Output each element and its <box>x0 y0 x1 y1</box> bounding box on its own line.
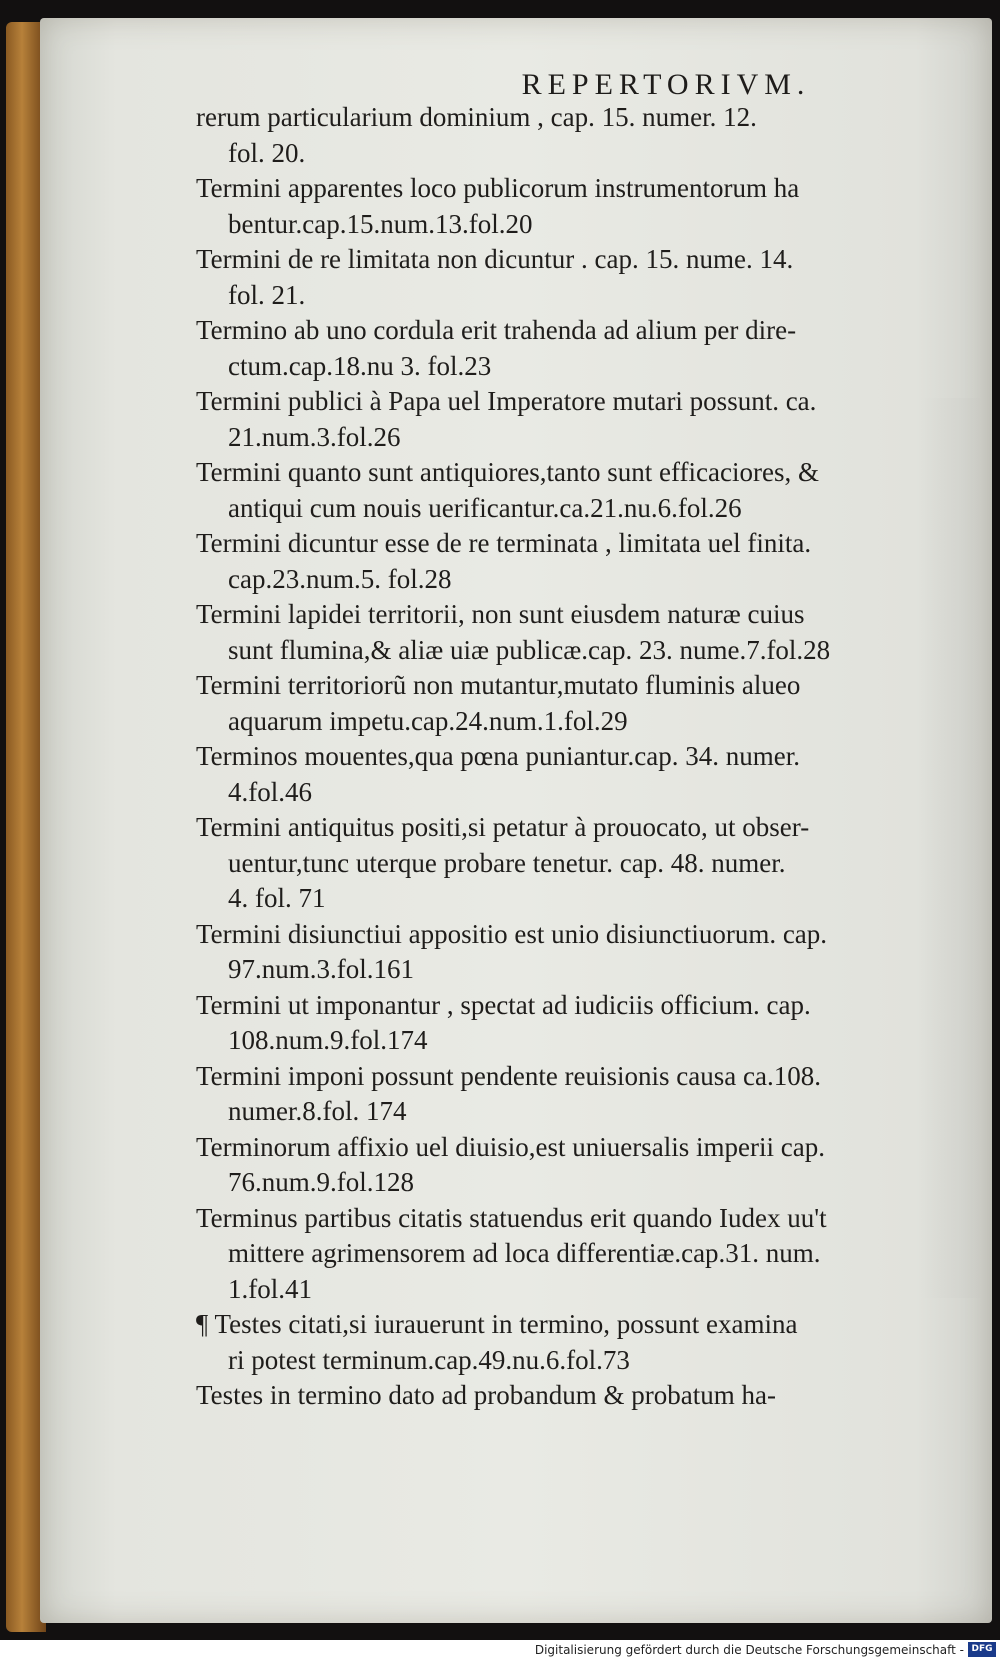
index-entry <box>196 384 936 455</box>
entry-heading-line: Termini quanto sunt antiquiores,tanto sunt efficaciores, & <box>196 457 819 487</box>
entry-heading-line: Terminus partibus citatis statuendus erit quando Iudex uu't <box>196 1202 827 1233</box>
index-entry <box>196 739 936 810</box>
entry-heading-line: Termini imponi possunt pendente reuisionis causa ca.108. <box>196 1060 821 1091</box>
footer-credit: Digitalisierung gefördert durch die Deutsche Forschungsgemeinschaft - <box>534 1643 964 1657</box>
index-entry <box>196 1378 936 1414</box>
index-entry <box>196 1307 936 1378</box>
entry-heading-line: Termini dicuntur esse de re terminata , limitata uel finita. <box>196 528 812 558</box>
entry-continuation-line: 1.fol.41 <box>228 1273 312 1304</box>
entry-heading-line: Termini antiquitus positi,si petatur à prouocato, ut obser- <box>196 812 810 842</box>
entry-continuation-line: bentur.cap.15.num.13.fol.20 <box>228 208 533 239</box>
entry-heading-line: ¶ Testes citati,si iurauerunt in termino, possunt examina <box>196 1309 798 1339</box>
entry-continuation-line: 21.num.3.fol.26 <box>228 421 401 452</box>
entry-continuation-line: mittere agrimensorem ad loca differentiæ.cap.31. num. <box>228 1238 821 1268</box>
index-entry <box>196 526 936 597</box>
entry-heading-line: Termini lapidei territorii, non sunt eiusdem naturæ cuius <box>196 599 805 629</box>
entry-continuation-line: ctum.cap.18.nu 3. fol.23 <box>228 350 492 381</box>
index-entry <box>196 1059 936 1130</box>
page-title: REPERTORIVM. <box>521 68 811 101</box>
entry-continuation-line: 108.num.9.fol.174 <box>228 1025 428 1055</box>
entry-continuation-line: 4.fol.46 <box>228 776 312 807</box>
entry-continuation-line: ri potest terminum.cap.49.nu.6.fol.73 <box>228 1344 630 1375</box>
entry-heading-line: Termini publici à Papa uel Imperatore mutari possunt. ca. <box>196 386 817 416</box>
entry-heading-line: Termino ab uno cordula erit trahenda ad alium per dire- <box>196 315 797 345</box>
index-entry <box>196 988 936 1059</box>
index-entry <box>196 100 936 171</box>
index-entry <box>196 597 936 668</box>
entry-continuation-line: sunt flumina,& aliæ uiæ publicæ.cap. 23. nume.7.fol.28 <box>228 634 831 665</box>
entry-continuation-line: fol. 21. <box>228 279 306 310</box>
index-entry <box>196 171 936 242</box>
entry-heading-line: Terminorum affixio uel diuisio,est uniuersalis imperii cap. <box>196 1131 825 1162</box>
index-entry <box>196 455 936 526</box>
entry-continuation-line: 97.num.3.fol.161 <box>228 954 414 984</box>
entry-continuation-line: fol. 20. <box>228 137 306 168</box>
index-entry <box>196 1201 936 1308</box>
entry-heading-line: Terminos mouentes,qua pœna puniantur.cap. 34. numer. <box>196 741 800 771</box>
index-entries <box>196 100 936 1414</box>
entry-continuation-line: antiqui cum nouis uerificantur.ca.21.nu.6.fol.26 <box>228 492 742 523</box>
entry-heading-line: Testes in termino dato ad probandum & probatum ha- <box>196 1380 776 1410</box>
index-entry <box>196 668 936 739</box>
entry-continuation-line: cap.23.num.5. fol.28 <box>228 563 452 594</box>
entry-continuation-line: aquarum impetu.cap.24.num.1.fol.29 <box>228 705 628 736</box>
entry-continuation-line: numer.8.fol. 174 <box>228 1096 407 1126</box>
entry-heading-line: Termini disiunctiui appositio est unio disiunctiuorum. cap. <box>196 918 828 949</box>
dfg-logo: DFG <box>968 1642 996 1657</box>
footer-bar <box>0 1640 1000 1661</box>
entry-heading-line: Termini territoriorũ non mutantur,mutato fluminis alueo <box>196 670 801 700</box>
index-entry <box>196 810 936 917</box>
entry-heading-line: Termini ut imponantur , spectat ad iudiciis officium. cap. <box>196 989 811 1020</box>
index-entry <box>196 917 936 988</box>
entry-heading-line: Termini de re limitata non dicuntur . cap. 15. nume. 14. <box>196 244 794 274</box>
entry-heading-line: Termini apparentes loco publicorum instrumentorum ha <box>196 173 800 203</box>
entry-continuation-line: 4. fol. 71 <box>228 883 326 913</box>
entry-heading-line: rerum particularium dominium , cap. 15. numer. 12. <box>196 102 757 132</box>
entry-continuation-line: uentur,tunc uterque probare tenetur. cap. 48. numer. <box>228 847 786 878</box>
index-entry <box>196 313 936 384</box>
index-entry <box>196 242 936 313</box>
entry-continuation-line: 76.num.9.fol.128 <box>228 1167 414 1197</box>
index-entry <box>196 1130 936 1201</box>
